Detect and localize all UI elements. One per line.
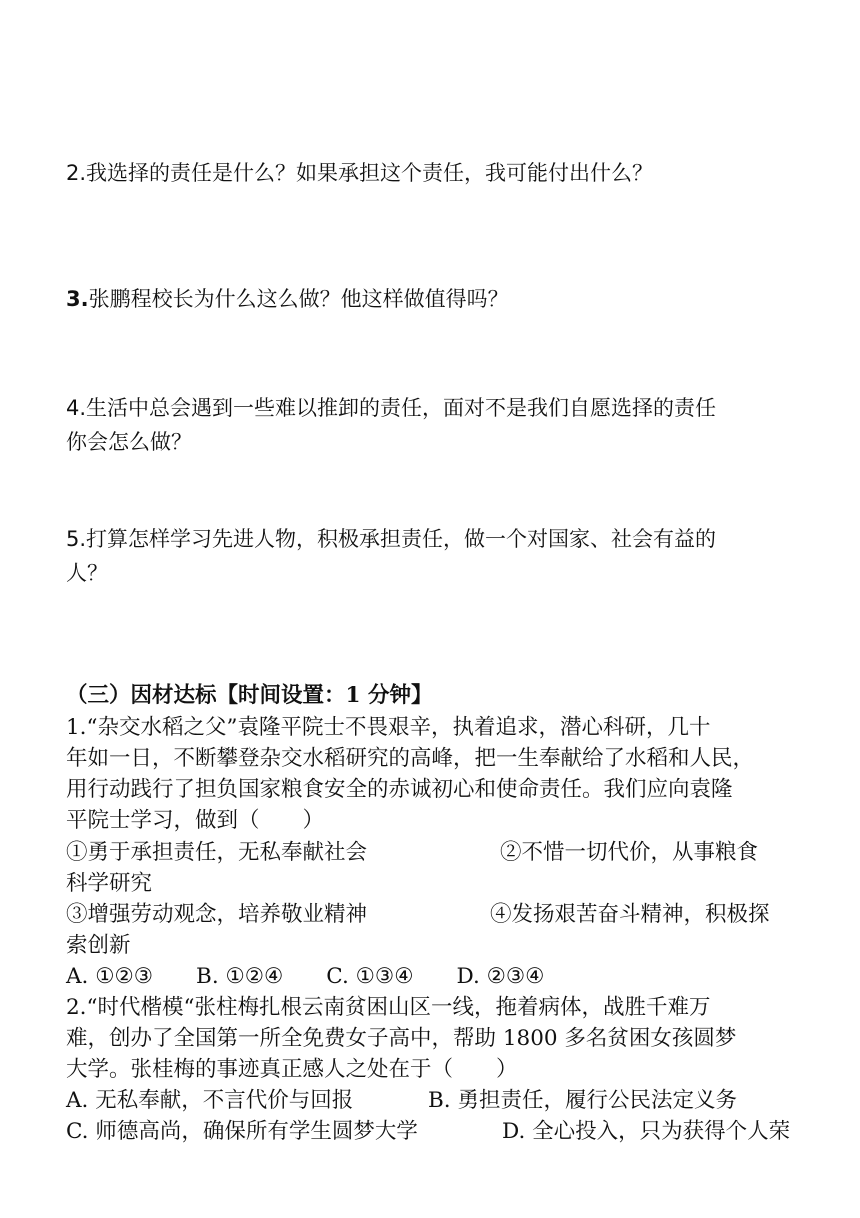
question-5 <box>66 522 796 590</box>
mcq2-stem-line: 大学。张桂梅的事迹真正感人之处在于（ ） <box>66 1057 518 1082</box>
mcq1-item-4: ④发扬艰苦奋斗精神，积极探 <box>490 902 770 927</box>
mcq1-item-1: ①勇于承担责任，无私奉献社会 <box>66 840 368 865</box>
section-time-setting: 【时间设置：1 分钟】 <box>216 683 433 708</box>
mcq1-item-2-cont: 科学研究 <box>66 871 153 896</box>
mcq1-item-4-cont: 索创新 <box>66 933 131 958</box>
section-heading <box>66 680 806 711</box>
mcq1-item-2: ②不惜一切代价，从事粮食 <box>500 840 759 865</box>
mcq2-stem-line: 难，创办了全国第一所全免费女子高中，帮助 1800 多名贫困女孩圆梦 <box>66 1026 737 1051</box>
question-text-line2: 人？ <box>66 561 108 585</box>
mcq1-choices: A. ①②③ B. ①②④ C. ①③④ D. ②③④ <box>66 964 545 989</box>
mcq2-stem-line: 2.“时代楷模“张柱梅扎根云南贫困山区一线，拖着病体，战胜千难万 <box>66 995 711 1020</box>
question-number: 4. <box>66 396 87 420</box>
mcq1-stem-line: 年如一日，不断攀登杂交水稻研究的高峰，把一生奉献给了水稻和人民， <box>66 746 755 771</box>
question-2 <box>66 156 796 190</box>
question-4 <box>66 391 796 459</box>
mcq1-stem-line: 用行动践行了担负国家粮食安全的赤诚初心和使命责任。我们应向袁隆 <box>66 777 733 802</box>
question-text-line1: 打算怎样学习先进人物，积极承担责任，做一个对国家、社会有益的 <box>86 527 717 551</box>
question-3 <box>66 282 796 316</box>
mcq2-choice-a: A. 无私奉献，不言代价与回报 <box>66 1088 354 1113</box>
question-text-line1: 生活中总会遇到一些难以推卸的责任，面对不是我们自愿选择的责任 <box>86 396 717 420</box>
question-number: 5. <box>66 527 87 551</box>
mcq2-choice-d: D. 全心投入，只为获得个人荣 <box>502 1119 791 1144</box>
question-text: 张鹏程校长为什么这么做？他这样做值得吗？ <box>88 287 509 311</box>
mcq1-item-3: ③增强劳动观念，培养敬业精神 <box>66 902 368 927</box>
mcq1-stem-line: 1.“杂交水稻之父”袁隆平院士不畏艰辛，执着追求，潜心科研，几十 <box>66 715 711 740</box>
question-text-line2: 你会怎么做？ <box>66 430 192 454</box>
question-text: 我选择的责任是什么？如果承担这个责任，我可能付出什么？ <box>86 161 654 185</box>
question-number: 3. <box>66 287 89 311</box>
mcq2-choice-c: C. 师德高尚，确保所有学生圆梦大学 <box>66 1119 418 1144</box>
mcq1-stem-line: 平院士学习，做到（ ） <box>66 808 325 833</box>
section-title: （三）因材达标 <box>66 683 217 708</box>
mcq2-choice-b: B. 勇担责任，履行公民法定义务 <box>428 1088 737 1113</box>
question-number: 2. <box>66 161 87 185</box>
